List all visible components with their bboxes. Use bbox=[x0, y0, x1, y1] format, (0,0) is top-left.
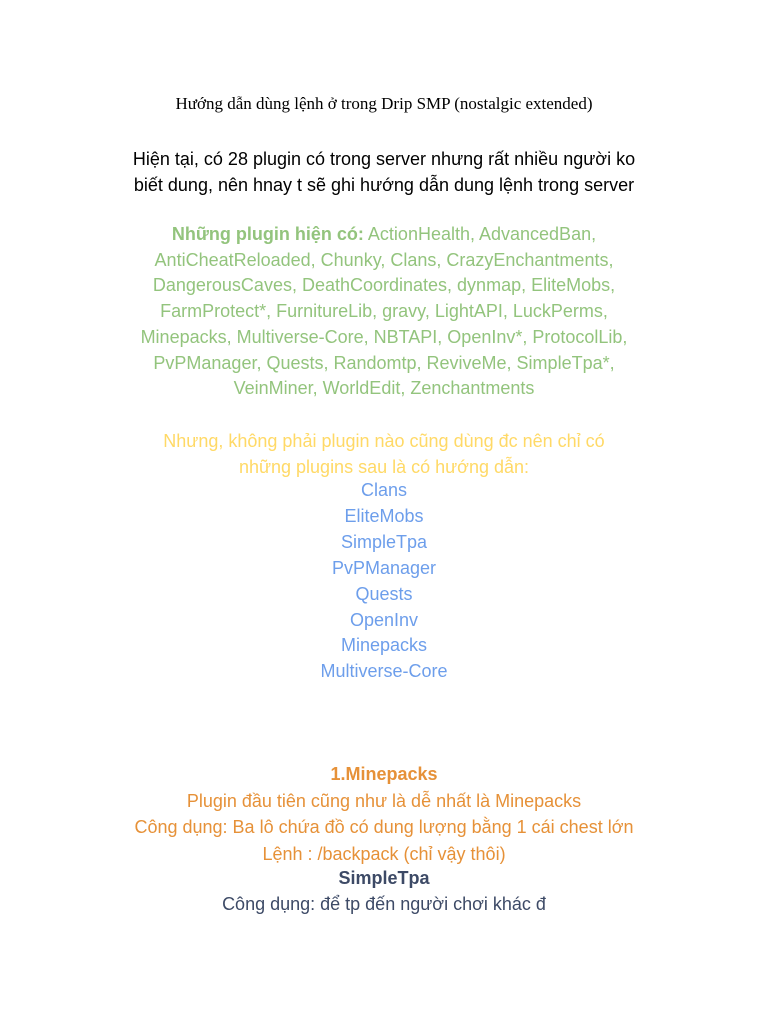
section-line: Plugin đầu tiên cũng như là dễ nhất là Minepacks bbox=[186, 790, 582, 811]
plugins-line bbox=[0, 222, 768, 248]
plugins-paragraph bbox=[0, 222, 768, 402]
plugins-line: PvPManager, Quests, Randomtp, ReviveMe, SimpleTpa*, bbox=[153, 352, 615, 373]
guided-plugin-item: EliteMobs bbox=[344, 505, 424, 526]
guided-plugin-item: Clans bbox=[360, 480, 408, 500]
intro-paragraph bbox=[0, 146, 768, 198]
section-line: Công dụng: để tp đến người chơi khác đ bbox=[222, 894, 546, 914]
plugins-line: AntiCheatReloaded, Chunky, Clans, CrazyEnchantments, bbox=[154, 249, 614, 270]
guided-plugin-list bbox=[0, 478, 768, 685]
guided-plugin-item: PvPManager bbox=[331, 557, 437, 578]
plugins-lead: Những plugin hiện có: bbox=[171, 224, 364, 244]
plugins-line: VeinMiner, WorldEdit, Zenchantments bbox=[233, 378, 535, 399]
plugins-line: FarmProtect*, FurnitureLib, gravy, LightAPI, LuckPerms, bbox=[160, 301, 608, 322]
section-simpletpa bbox=[0, 865, 768, 917]
section-line: Lệnh : /backpack (chỉ vậy thôi) bbox=[262, 843, 506, 864]
guided-plugin-item: SimpleTpa bbox=[340, 531, 428, 552]
section-heading: SimpleTpa bbox=[338, 868, 430, 888]
intro-line: biết dung, nên hnay t sẽ ghi hướng dẫn dung lệnh trong server bbox=[133, 175, 635, 195]
plugins-line-text: ActionHealth, AdvancedBan, bbox=[363, 224, 597, 244]
section-minepacks bbox=[0, 761, 768, 867]
guided-intro-line: những plugins sau là có hướng dẫn: bbox=[238, 457, 530, 477]
document-title: Hướng dẫn dùng lệnh ở trong Drip SMP (nostalgic extended) bbox=[175, 94, 593, 113]
guided-plugin-item: Quests bbox=[355, 583, 413, 604]
section-heading: 1.Minepacks bbox=[330, 764, 438, 784]
guided-plugin-item: OpenInv bbox=[349, 609, 419, 630]
plugins-line: Minepacks, Multiverse-Core, NBTAPI, OpenInv*, ProtocolLib, bbox=[140, 326, 628, 347]
guided-intro bbox=[0, 428, 768, 480]
plugins-line: DangerousCaves, DeathCoordinates, dynmap, EliteMobs, bbox=[152, 275, 616, 296]
guided-plugin-item: Multiverse-Core bbox=[320, 661, 448, 682]
guided-intro-line: Nhưng, không phải plugin nào cũng dùng đc nên chỉ có bbox=[163, 431, 605, 451]
guided-plugin-item: Minepacks bbox=[340, 635, 428, 656]
section-line: Công dụng: Ba lô chứa đồ có dung lượng bằng 1 cái chest lớn bbox=[134, 817, 634, 837]
intro-line: Hiện tại, có 28 plugin có trong server nhưng rất nhiều người ko bbox=[132, 149, 636, 169]
